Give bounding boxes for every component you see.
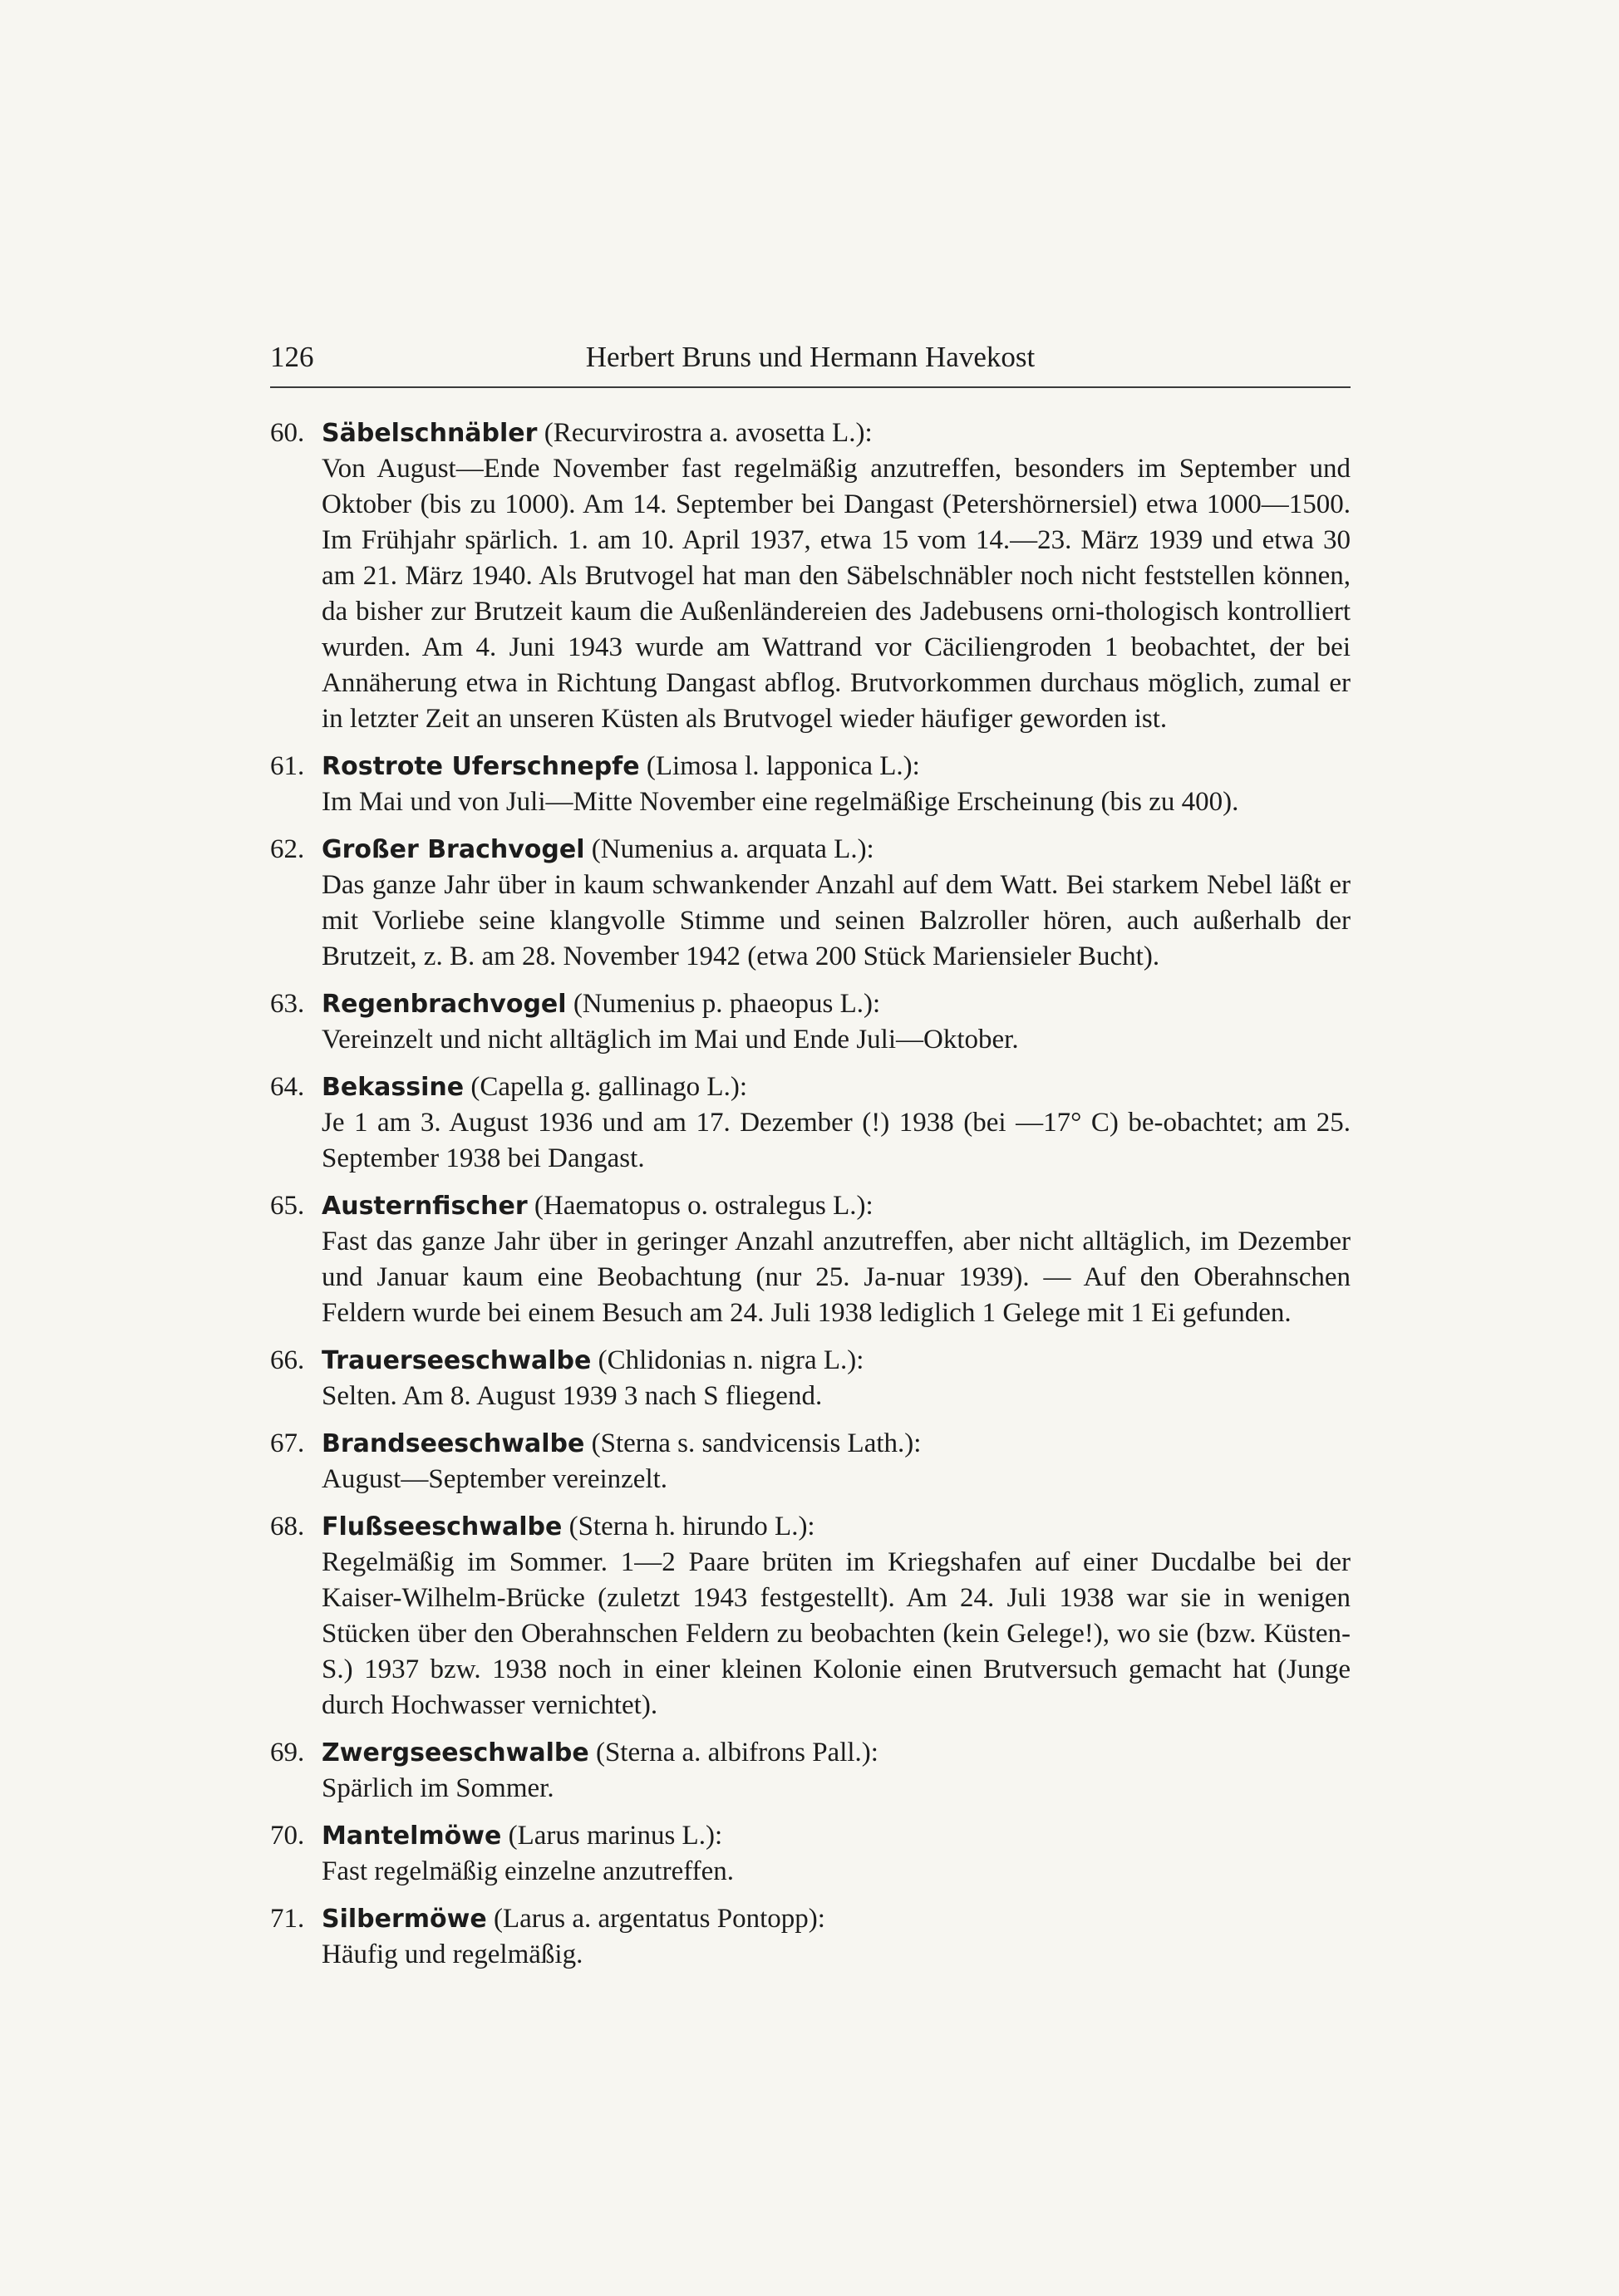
species-name: Trauerseeschwalbe [322,1346,592,1375]
entry-text: Regelmäßig im Sommer. 1—2 Paare brüten im Kriegshafen auf einer Ducdalbe bei der Kaiser-Wilhelm-Brücke (zuletzt 1943 festgestellt). Am 24. Juli 1938 war sie in wenigen Stücken über den Oberahnschen Feldern zu beobachten (kein Gelege!), wo sie (bzw. Küsten-S.) 1937 bzw. 1938 noch in einer kleinen Kolonie einen Brutversuch gemacht hat (Junge durch Hochwasser vernichtet). [322,1547,1351,1720]
species-name: Regenbrachvogel [322,990,567,1019]
entry-text: Spärlich im Sommer. [322,1773,554,1803]
latin-name: (Recurvirostra a. avosetta L.): [544,418,873,448]
latin-name: (Chlidonias n. nigra L.): [598,1345,864,1375]
entry-heading [270,1426,1351,1462]
entry-number: 66. [270,1345,305,1375]
species-name: Bekassine [322,1073,465,1102]
species-entry-64 [270,1069,1351,1177]
entry-number: 67. [270,1428,305,1458]
species-entry-62 [270,832,1351,975]
species-list [270,415,1351,1984]
species-entry-66 [270,1343,1351,1414]
latin-name: (Sterna s. sandvicensis Lath.): [591,1428,922,1458]
latin-name: (Limosa l. lapponica L.): [646,751,920,781]
latin-name: (Numenius p. phaeopus L.): [573,989,881,1019]
entry-number: 69. [270,1738,305,1767]
species-entry-70 [270,1818,1351,1890]
entry-text: Im Mai und von Juli—Mitte November eine regelmäßige Erscheinung (bis zu 400). [322,787,1239,817]
entry-text: August—September vereinzelt. [322,1464,668,1494]
entry-text: Von August—Ende November fast regelmäßig anzutreffen, besonders im September und Oktober (bis zu 1000). Am 14. September bei Dangast (Petershörnersiel) etwa 1000—1500. Im Frühjahr spärlich. 1. am 10. April 1937, etwa 15 vom 14.—23. März 1939 und etwa 30 am 21. März 1940. Als Brutvogel hat man den Säbelschnäbler noch nicht feststellen können, da bisher zur Brutzeit kaum die Außenländereien des Jadebusens orni-thologisch kontrolliert wurden. Am 4. Juni 1943 wurde am Wattrand vor Cäciliengroden 1 beobachtet, der bei Annäherung etwa in Richtung Dangast abflog. Brutvorkommen durchaus möglich, zumal er in letzter Zeit an unseren Küsten als Brutvogel wieder häufiger geworden ist. [322,454,1351,734]
species-name: Austernfischer [322,1192,528,1221]
latin-name: (Larus a. argentatus Pontopp): [493,1904,825,1934]
species-name: Säbelschnäbler [322,419,538,448]
entry-number: 65. [270,1191,305,1221]
entry-heading [270,1818,1351,1854]
species-name: Mantelmöwe [322,1822,502,1851]
page-header [270,337,1351,378]
entry-heading [270,1735,1351,1771]
species-entry-63 [270,986,1351,1058]
species-name: Brandseeschwalbe [322,1429,585,1458]
entry-heading [270,749,1351,784]
entry-number: 63. [270,989,305,1019]
entry-text: Selten. Am 8. August 1939 3 nach S fliegend. [322,1381,823,1411]
entry-heading [270,1069,1351,1105]
entry-heading [270,1188,1351,1224]
species-name: Silbermöwe [322,1905,487,1934]
entry-number: 70. [270,1821,305,1851]
entry-heading [270,415,1351,451]
entry-number: 68. [270,1512,305,1541]
species-entry-60 [270,415,1351,737]
species-name: Großer Brachvogel [322,835,585,864]
species-entry-68 [270,1509,1351,1723]
header-rule [270,386,1351,388]
species-entry-65 [270,1188,1351,1331]
entry-number: 60. [270,418,305,448]
entry-heading [270,832,1351,868]
running-title: Herbert Bruns und Hermann Havekost [585,341,1036,373]
page-number: 126 [270,341,314,373]
species-name: Zwergseeschwalbe [322,1738,589,1767]
species-entry-61 [270,749,1351,820]
latin-name: (Numenius a. arquata L.): [591,834,874,864]
entry-text: Fast regelmäßig einzelne anzutreffen. [322,1856,734,1886]
entry-text: Häufig und regelmäßig. [322,1940,583,1969]
latin-name: (Larus marinus L.): [508,1821,723,1851]
entry-text: Das ganze Jahr über in kaum schwankender Anzahl auf dem Watt. Bei starkem Nebel läßt er mit Vorliebe seine klangvolle Stimme und seinen Balzroller hören, auch außerhalb der Brutzeit, z. B. am 28. November 1942 (etwa 200 Stück Mariensieler Bucht). [322,870,1351,971]
entry-number: 62. [270,834,305,864]
latin-name: (Sterna a. albifrons Pall.): [595,1738,878,1767]
entry-heading [270,1901,1351,1937]
entry-number: 61. [270,751,305,781]
species-entry-71 [270,1901,1351,1973]
entry-number: 64. [270,1072,305,1102]
species-entry-67 [270,1426,1351,1497]
species-name: Flußseeschwalbe [322,1512,563,1541]
entry-heading [270,1343,1351,1379]
entry-text: Vereinzelt und nicht alltäglich im Mai und Ende Juli—Oktober. [322,1025,1019,1055]
entry-text: Fast das ganze Jahr über in geringer Anzahl anzutreffen, aber nicht alltäglich, im Dezember und Januar kaum eine Beobachtung (nur 25. Ja-nuar 1939). — Auf den Oberahnschen Feldern wurde bei einem Besuch am 24. Juli 1938 lediglich 1 Gelege mit 1 Ei gefunden. [322,1227,1351,1328]
entry-heading [270,986,1351,1022]
latin-name: (Capella g. gallinago L.): [470,1072,748,1102]
latin-name: (Sterna h. hirundo L.): [568,1512,815,1541]
entry-text: Je 1 am 3. August 1936 und am 17. Dezember (!) 1938 (bei —17° C) be-obachtet; am 25. September 1938 bei Dangast. [322,1108,1351,1173]
entry-number: 71. [270,1904,305,1934]
entry-heading [270,1509,1351,1545]
species-name: Rostrote Uferschnepfe [322,752,640,781]
latin-name: (Haematopus o. ostralegus L.): [534,1191,873,1221]
species-entry-69 [270,1735,1351,1807]
